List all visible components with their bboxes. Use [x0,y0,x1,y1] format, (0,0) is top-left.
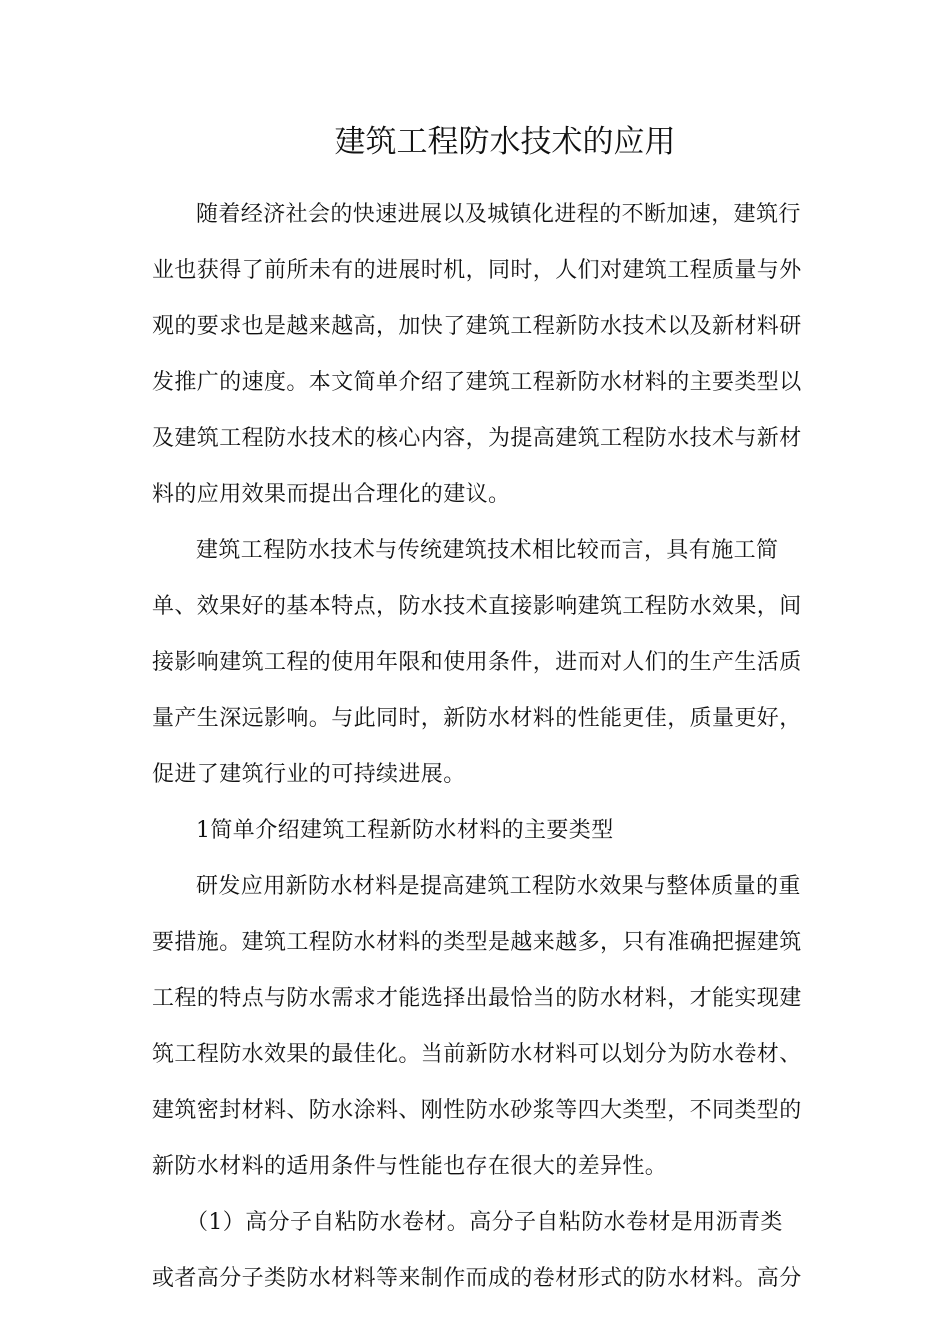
paragraph-line: 观的要求也是越来越高，加快了建筑工程新防水技术以及新材料研 [152,314,802,339]
document-title: 建筑工程防水技术的应用 [334,124,676,160]
paragraph-line: 量产生深远影响。与此同时，新防水材料的性能更佳，质量更好， [152,706,802,731]
paragraph-line: 筑工程防水效果的最佳化。当前新防水材料可以划分为防水卷材、 [152,1042,802,1067]
paragraph-line: 促进了建筑行业的可持续进展。 [152,762,466,787]
paragraph-line: 建筑密封材料、防水涂料、刚性防水砂浆等四大类型，不同类型的 [152,1098,802,1123]
paragraph-line: 或者高分子类防水材料等来制作而成的卷材形式的防水材料。高分 [152,1266,802,1291]
section-heading: 1简单介绍建筑工程新防水材料的主要类型 [196,818,614,843]
paragraph-line: 料的应用效果而提出合理化的建议。 [152,482,511,507]
paragraph-line: 发推广的速度。本文简单介绍了建筑工程新防水材料的主要类型以 [152,370,802,395]
paragraph-line: 单、效果好的基本特点，防水技术直接影响建筑工程防水效果，间 [152,594,802,619]
paragraph-line: 业也获得了前所未有的进展时机，同时，人们对建筑工程质量与外 [152,258,802,283]
paragraph-line: 接影响建筑工程的使用年限和使用条件，进而对人们的生产生活质 [152,650,802,675]
paragraph-line: 及建筑工程防水技术的核心内容，为提高建筑工程防水技术与新材 [152,426,802,451]
paragraph-line: 要措施。建筑工程防水材料的类型是越来越多，只有准确把握建筑 [152,930,802,955]
paragraph-line: （1）高分子自粘防水卷材。高分子自粘防水卷材是用沥青类 [186,1210,783,1235]
paragraph-line: 工程的特点与防水需求才能选择出最恰当的防水材料，才能实现建 [152,986,802,1011]
paragraph-line: 随着经济社会的快速进展以及城镇化进程的不断加速，建筑行 [196,202,801,227]
paragraph-line: 建筑工程防水技术与传统建筑技术相比较而言，具有施工简 [196,538,779,563]
paragraph-line: 新防水材料的适用条件与性能也存在很大的差异性。 [152,1154,668,1179]
paragraph-line: 研发应用新防水材料是提高建筑工程防水效果与整体质量的重 [196,874,801,899]
